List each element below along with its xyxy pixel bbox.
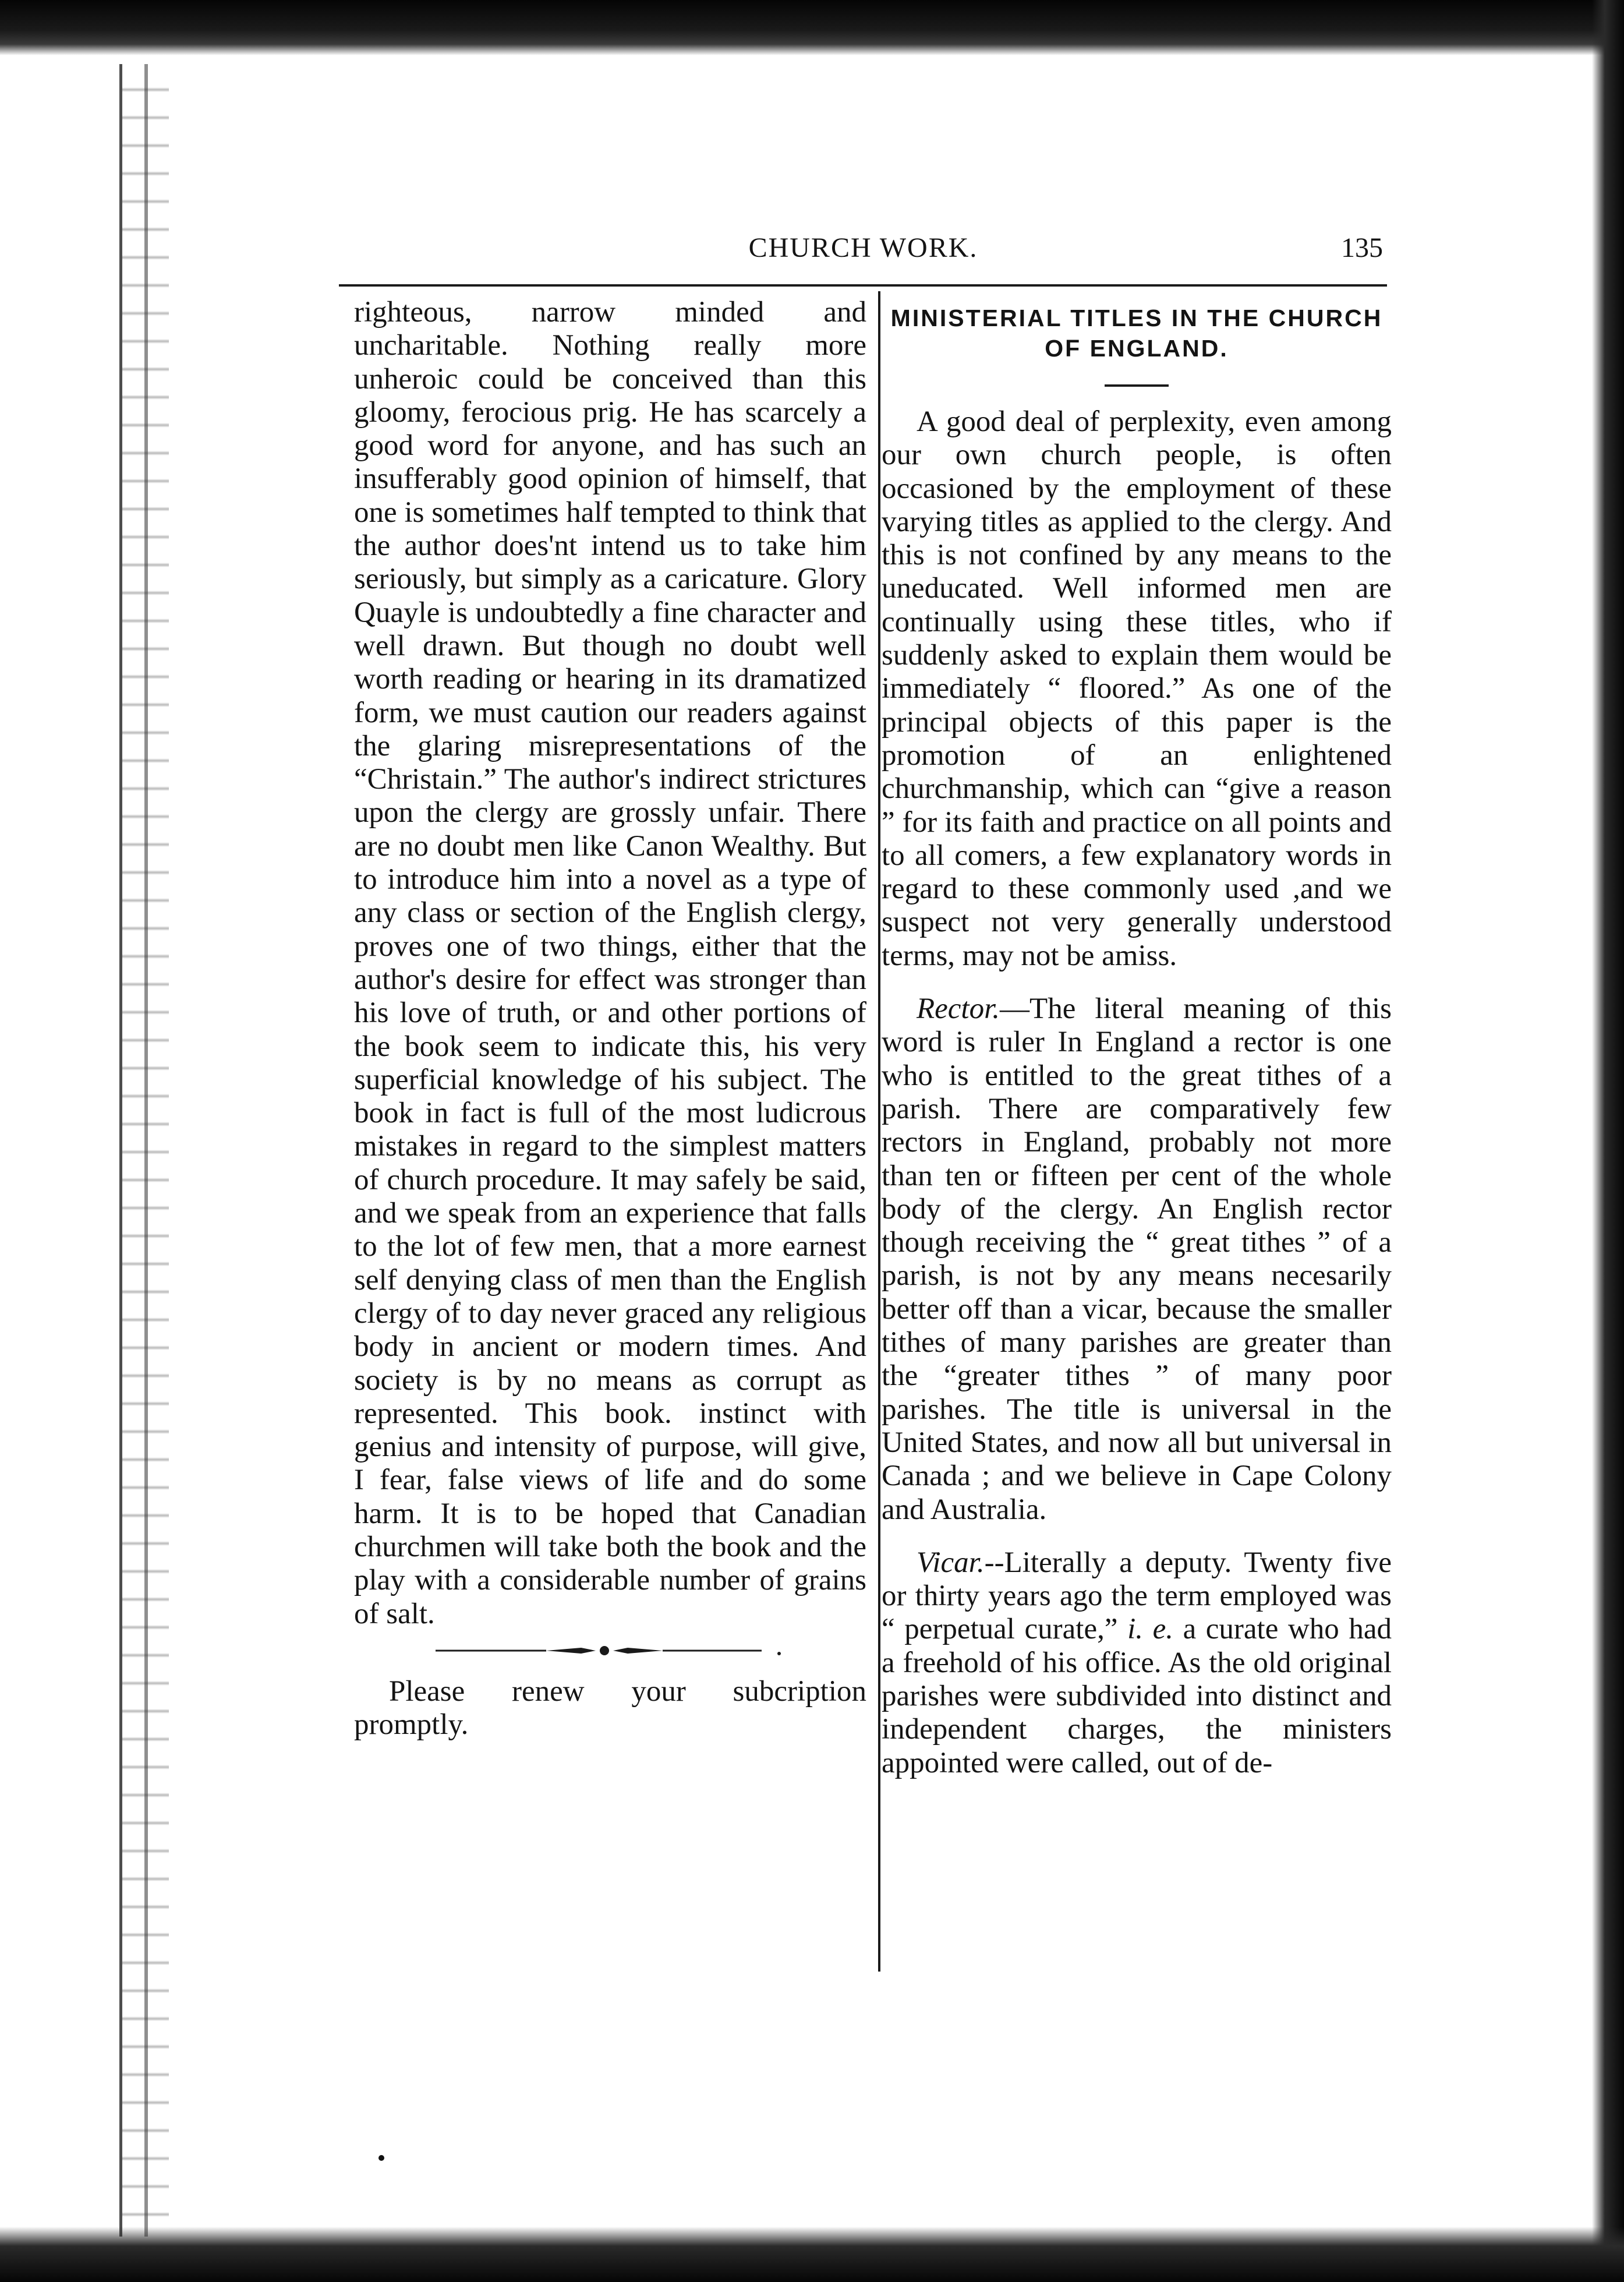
running-head — [344, 232, 1383, 273]
vicar-text-2: a curate who had a freehold of his office. As the old original parishes were subdivided into distinct and independent charges, the ministers appointed were called, out of de- — [882, 1613, 1392, 1779]
scan-right-edge — [1592, 0, 1624, 2282]
vicar-term: Vicar. — [917, 1546, 985, 1579]
right-column — [882, 303, 1392, 1780]
section-ornament — [354, 1639, 866, 1662]
heading-rule — [1105, 384, 1169, 387]
left-column — [354, 296, 866, 1741]
vicar-paragraph — [882, 1546, 1392, 1780]
renewal-notice: Please renew your subcription promptly. — [354, 1675, 866, 1741]
scan-top-edge — [0, 0, 1624, 55]
intro-paragraph: A good deal of perplexity, even among our own church people, is often occasioned by the employment of these varying titles as applied to the clergy. And this is not confined by any means to the uneducated. Well informed men are continually using these titles, who if suddenly asked to explain them would be immediately “ floored.” As one of the principal objects of this paper is the promotion of an enlightened churchmanship, which can “give a reason ” for its faith and practice on all points and to all comers, a few explanatory words in regard to these commonly used ,and we suspect not very generally understood terms, may not be amiss. — [882, 405, 1392, 972]
article-heading: MINISTERIAL TITLES IN THE CHURCH OF ENGLAND. — [890, 305, 1383, 362]
ornament-flourish-icon — [436, 1642, 785, 1659]
header-rule — [339, 284, 1387, 287]
vicar-ie: i. e. — [1127, 1613, 1173, 1646]
rector-text: —The literal meaning of this word is ruler In England a rector is one who is entitled to the great tithes of a parish. There are comparatively few rectors in England, probably not more than ten or fifteen per cent of the whole body of the clergy. An English rector though receiving the “ great tithes ” of a parish, is not by any means necesarily better off than a vicar, because the smaller tithes of many parishes are greater than the “greater tithes ” of many poor parishes. The title is universal in the United States, and now all but universal in Canada ; and we believe in Cape Colony and Australia. — [882, 992, 1392, 1526]
scan-bottom-edge — [0, 2227, 1624, 2282]
review-paragraph: righteous, narrow minded and uncharitable. Nothing really more unheroic could be conceived than this gloomy, ferocious prig. He has scarcely a good word for anyone, and has such an insufferably good opinion of himself, that one is sometimes half tempted to think that the author does'nt intend us to take him seriously, but simply as a caricature. Glory Quayle is undoubtedly a fine character and well drawn. But though no doubt well worth reading or hearing in its dramatized form, we must caution our readers against the glaring misrepresentations of the “Christain.” The author's indirect strictures upon the clergy are grossly unfair. There are no doubt men like Canon Wealthy. But to introduce him into a novel as a type of any class or section of the English clergy, proves one of two things, either that the author's desire for effect was stronger than his love of truth, or and other portions of the book seem to indicate this, his very superficial knowledge of his subject. The book in fact is full of the most ludicrous mistakes in regard to the simplest matters of church procedure. It may safely be said, and we speak from an experience that falls to the lot of few men, that a more earnest self denying class of men than the English clergy of to day never graced any religious body in ancient or modern times. And society is by no means as corrupt as represented. This book. instinct with genius and intensity of purpose, will give, I fear, false views of life and do some harm. It is to be hoped that Canadian churchmen will take both the book and the play with a considerable number of grains of salt. — [354, 296, 866, 1630]
scan-speck — [378, 2155, 384, 2161]
running-title: CHURCH WORK. — [748, 232, 978, 263]
vicar-text-1: --Literally a deputy. Twenty five or thirty years ago the term employed was “ perpetual curate,” — [882, 1546, 1392, 1646]
column-divider — [878, 291, 880, 1972]
rector-paragraph — [882, 992, 1392, 1527]
rector-term: Rector. — [917, 992, 1000, 1026]
page-number: 135 — [1341, 232, 1383, 263]
binding-spine-line — [144, 64, 148, 2237]
